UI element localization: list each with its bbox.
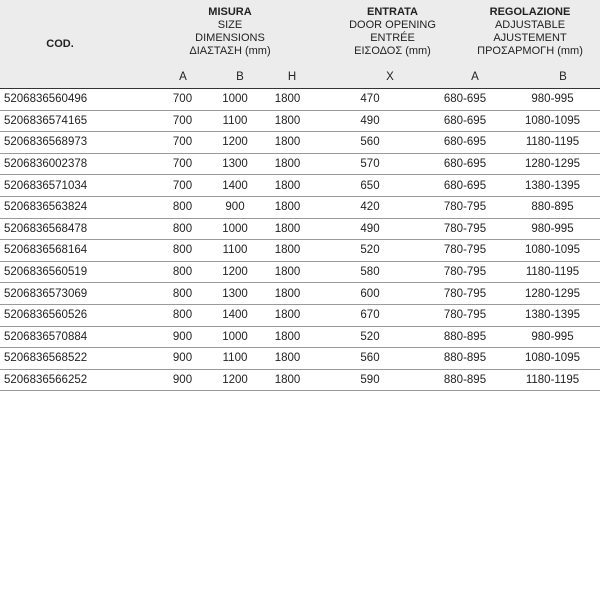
value-cell-a: 700 bbox=[155, 110, 210, 132]
table-row bbox=[0, 348, 600, 370]
value-cell-a: 800 bbox=[155, 218, 210, 240]
value-cell-x: 560 bbox=[315, 348, 425, 370]
value-cell-ra: 780-795 bbox=[425, 283, 505, 305]
header-regolazione-line: AJUSTEMENT bbox=[493, 32, 567, 44]
value-cell-ra: 680-695 bbox=[425, 175, 505, 197]
value-cell-h: 1800 bbox=[260, 175, 315, 197]
value-cell-rb: 1380-1395 bbox=[505, 304, 600, 326]
subheader-b: B bbox=[236, 71, 244, 83]
table-row bbox=[0, 196, 600, 218]
value-cell-b: 1200 bbox=[210, 369, 260, 391]
product-code-cell: 5206836563824 bbox=[0, 196, 155, 218]
table-row bbox=[0, 89, 600, 110]
product-code-cell: 5206836571034 bbox=[0, 175, 155, 197]
table-header bbox=[0, 0, 600, 68]
value-cell-rb: 1280-1295 bbox=[505, 283, 600, 305]
table-row bbox=[0, 283, 600, 305]
value-cell-h: 1800 bbox=[260, 218, 315, 240]
value-cell-h: 1800 bbox=[260, 89, 315, 110]
header-misura-line: DIMENSIONS bbox=[195, 32, 265, 44]
table-row bbox=[0, 218, 600, 240]
value-cell-ra: 880-895 bbox=[425, 369, 505, 391]
value-cell-a: 700 bbox=[155, 89, 210, 110]
header-entrata-title: ENTRATA bbox=[367, 6, 418, 18]
table-row bbox=[0, 175, 600, 197]
value-cell-rb: 980-995 bbox=[505, 326, 600, 348]
value-cell-ra: 680-695 bbox=[425, 89, 505, 110]
value-cell-a: 700 bbox=[155, 153, 210, 175]
value-cell-ra: 880-895 bbox=[425, 348, 505, 370]
product-code-cell: 5206836568164 bbox=[0, 240, 155, 262]
value-cell-b: 1000 bbox=[210, 89, 260, 110]
table-row bbox=[0, 240, 600, 262]
value-cell-h: 1800 bbox=[260, 304, 315, 326]
header-entrata-line: ENTRÉE bbox=[370, 32, 415, 44]
value-cell-b: 900 bbox=[210, 196, 260, 218]
value-cell-rb: 1180-1195 bbox=[505, 261, 600, 283]
subheader-h: H bbox=[287, 71, 297, 83]
value-cell-x: 580 bbox=[315, 261, 425, 283]
product-code-cell: 5206836574165 bbox=[0, 110, 155, 132]
table-row bbox=[0, 326, 600, 348]
value-cell-h: 1800 bbox=[260, 240, 315, 262]
value-cell-h: 1800 bbox=[260, 369, 315, 391]
value-cell-a: 700 bbox=[155, 175, 210, 197]
value-cell-x: 670 bbox=[315, 304, 425, 326]
value-cell-ra: 680-695 bbox=[425, 110, 505, 132]
value-cell-b: 1000 bbox=[210, 326, 260, 348]
value-cell-h: 1800 bbox=[260, 153, 315, 175]
value-cell-b: 1100 bbox=[210, 110, 260, 132]
value-cell-x: 420 bbox=[315, 196, 425, 218]
value-cell-b: 1200 bbox=[210, 132, 260, 154]
header-entrata-line: ΕΙΣΟΔΟΣ (mm) bbox=[354, 45, 431, 57]
value-cell-h: 1800 bbox=[260, 110, 315, 132]
value-cell-x: 570 bbox=[315, 153, 425, 175]
value-cell-x: 520 bbox=[315, 326, 425, 348]
product-code-cell: 5206836566252 bbox=[0, 369, 155, 391]
table-row bbox=[0, 132, 600, 154]
value-cell-ra: 780-795 bbox=[425, 196, 505, 218]
header-entrata-line: DOOR OPENING bbox=[349, 19, 436, 31]
value-cell-rb: 980-995 bbox=[505, 89, 600, 110]
value-cell-x: 600 bbox=[315, 283, 425, 305]
value-cell-rb: 1080-1095 bbox=[505, 348, 600, 370]
header-regolazione-line: ADJUSTABLE bbox=[494, 19, 566, 31]
subheader-regolazione-a: A bbox=[471, 71, 479, 83]
value-cell-h: 1800 bbox=[260, 348, 315, 370]
product-code-cell: 5206836560496 bbox=[0, 89, 155, 110]
value-cell-b: 1400 bbox=[210, 175, 260, 197]
value-cell-rb: 880-895 bbox=[505, 196, 600, 218]
value-cell-x: 590 bbox=[315, 369, 425, 391]
value-cell-b: 1000 bbox=[210, 218, 260, 240]
header-regolazione-title: REGOLAZIONE bbox=[489, 6, 571, 18]
value-cell-x: 490 bbox=[315, 110, 425, 132]
subheader-x: X bbox=[386, 71, 394, 83]
value-cell-ra: 680-695 bbox=[425, 132, 505, 154]
product-code-cell: 5206836573069 bbox=[0, 283, 155, 305]
value-cell-rb: 1180-1195 bbox=[505, 369, 600, 391]
value-cell-a: 800 bbox=[155, 240, 210, 262]
value-cell-a: 900 bbox=[155, 369, 210, 391]
product-code-cell: 5206836568478 bbox=[0, 218, 155, 240]
subheader-regolazione-b: B bbox=[559, 71, 567, 83]
value-cell-h: 1800 bbox=[260, 283, 315, 305]
value-cell-b: 1300 bbox=[210, 283, 260, 305]
value-cell-b: 1300 bbox=[210, 153, 260, 175]
header-cod: COD. bbox=[46, 38, 74, 50]
subheader-a: A bbox=[179, 71, 187, 83]
header-misura-line: SIZE bbox=[217, 19, 243, 31]
value-cell-a: 800 bbox=[155, 196, 210, 218]
header-entrata bbox=[335, 6, 450, 58]
value-cell-ra: 780-795 bbox=[425, 218, 505, 240]
product-code-cell: 5206836568973 bbox=[0, 132, 155, 154]
value-cell-h: 1800 bbox=[260, 132, 315, 154]
value-cell-a: 900 bbox=[155, 326, 210, 348]
table-row bbox=[0, 304, 600, 326]
header-misura-title: MISURA bbox=[208, 6, 252, 18]
value-cell-x: 560 bbox=[315, 132, 425, 154]
table-row bbox=[0, 261, 600, 283]
product-code-cell: 5206836570884 bbox=[0, 326, 155, 348]
table-body bbox=[0, 89, 600, 391]
value-cell-rb: 1080-1095 bbox=[505, 240, 600, 262]
table-subheader bbox=[0, 68, 600, 89]
table-row bbox=[0, 369, 600, 391]
value-cell-b: 1400 bbox=[210, 304, 260, 326]
product-code-cell: 5206836560519 bbox=[0, 261, 155, 283]
value-cell-a: 800 bbox=[155, 283, 210, 305]
value-cell-b: 1100 bbox=[210, 348, 260, 370]
table-row bbox=[0, 110, 600, 132]
header-misura-line: ΔΙΑΣΤΑΣΗ (mm) bbox=[189, 45, 271, 57]
value-cell-h: 1800 bbox=[260, 196, 315, 218]
product-code-cell: 5206836560526 bbox=[0, 304, 155, 326]
value-cell-a: 900 bbox=[155, 348, 210, 370]
value-cell-rb: 1280-1295 bbox=[505, 153, 600, 175]
value-cell-b: 1200 bbox=[210, 261, 260, 283]
header-regolazione-line: ΠΡΟΣΑΡΜΟΓΗ (mm) bbox=[477, 45, 583, 57]
header-regolazione bbox=[460, 6, 600, 58]
value-cell-ra: 780-795 bbox=[425, 240, 505, 262]
value-cell-h: 1800 bbox=[260, 326, 315, 348]
product-code-cell: 5206836568522 bbox=[0, 348, 155, 370]
value-cell-rb: 1180-1195 bbox=[505, 132, 600, 154]
value-cell-h: 1800 bbox=[260, 261, 315, 283]
value-cell-a: 700 bbox=[155, 132, 210, 154]
header-misura bbox=[170, 6, 290, 58]
value-cell-x: 490 bbox=[315, 218, 425, 240]
value-cell-rb: 1080-1095 bbox=[505, 110, 600, 132]
value-cell-a: 800 bbox=[155, 261, 210, 283]
value-cell-x: 470 bbox=[315, 89, 425, 110]
value-cell-b: 1100 bbox=[210, 240, 260, 262]
value-cell-rb: 1380-1395 bbox=[505, 175, 600, 197]
value-cell-x: 520 bbox=[315, 240, 425, 262]
value-cell-ra: 880-895 bbox=[425, 326, 505, 348]
product-code-cell: 5206836002378 bbox=[0, 153, 155, 175]
table-row bbox=[0, 153, 600, 175]
value-cell-rb: 980-995 bbox=[505, 218, 600, 240]
value-cell-ra: 780-795 bbox=[425, 304, 505, 326]
value-cell-ra: 780-795 bbox=[425, 261, 505, 283]
value-cell-a: 800 bbox=[155, 304, 210, 326]
value-cell-x: 650 bbox=[315, 175, 425, 197]
value-cell-ra: 680-695 bbox=[425, 153, 505, 175]
